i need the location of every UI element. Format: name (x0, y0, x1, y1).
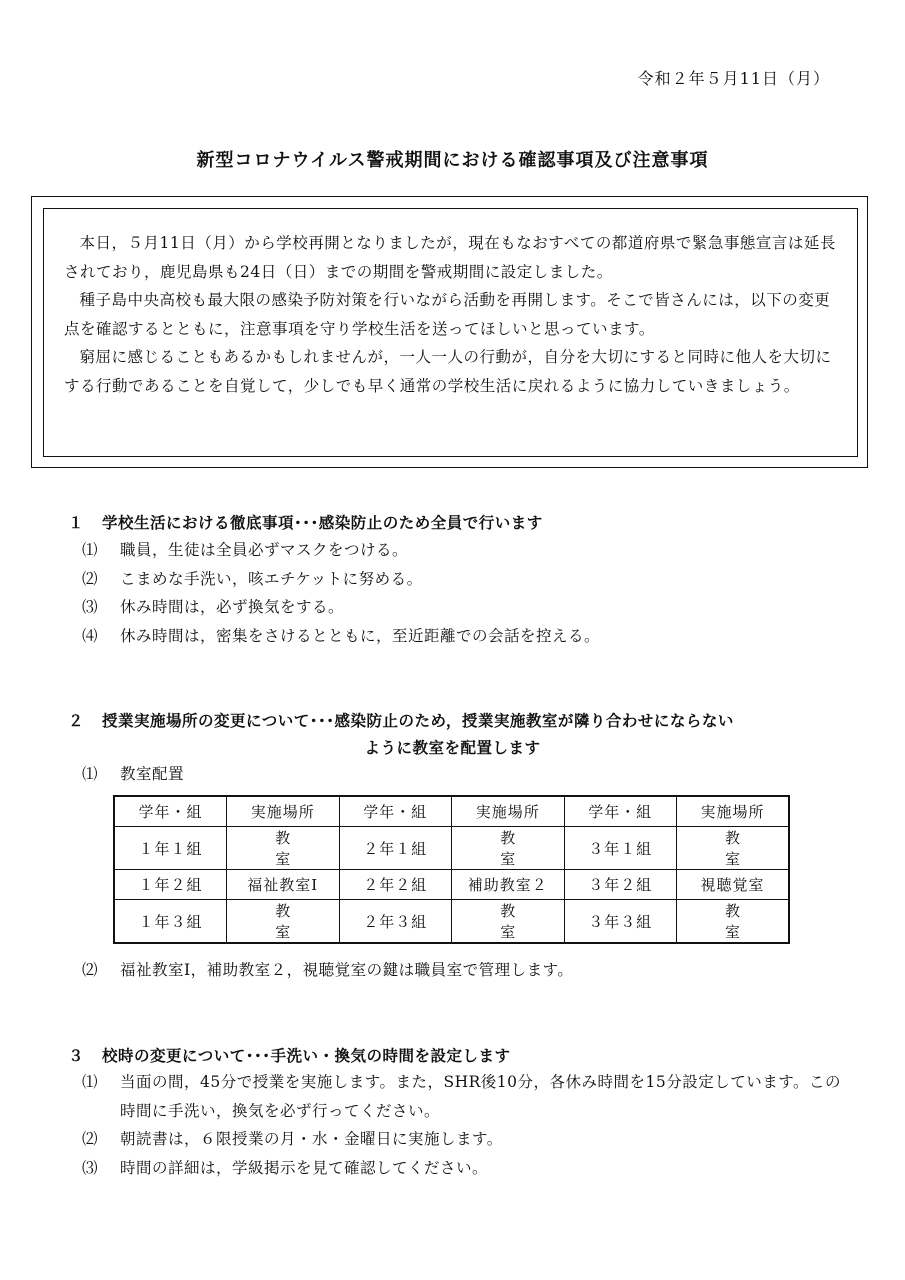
table-cell: 教室 (452, 900, 565, 944)
table-cell: ３年１組 (564, 827, 677, 870)
section-3-number: ３ (68, 1047, 85, 1065)
table-cell: 教室 (227, 900, 340, 944)
section-1-heading-text: 学校生活における徹底事項･･･感染防止のため全員で行います (102, 514, 543, 532)
section-1-heading (68, 511, 543, 533)
item-mark: ⑴ (82, 541, 99, 559)
document-date: 令和２年５月11日（月） (637, 69, 830, 88)
section-1-number: １ (68, 514, 85, 532)
table-cell: 補助教室２ (452, 870, 565, 900)
item-text: 時間の詳細は，学級掲示を見て確認してください。 (120, 1158, 489, 1177)
list-item (82, 593, 852, 622)
table-cell: １年３組 (114, 900, 227, 944)
table-header-cell: 学年・組 (564, 796, 677, 827)
section-2-heading-text: 授業実施場所の変更について･･･感染防止のため，授業実施教室が隣り合わせにならない (102, 712, 734, 730)
list-item (82, 1125, 852, 1154)
table-cell: １年１組 (114, 827, 227, 870)
item-mark: ⑶ (82, 598, 99, 616)
list-item (82, 1154, 852, 1183)
item-mark: ⑴ (82, 765, 99, 783)
intro-paragraph-2: 種子島中央高校も最大限の感染予防対策を行いながら活動を再開します。そこで皆さんには，以下の変更点を確認するとともに，注意事項を守り学校生活を送ってほしいと思っています。 (64, 291, 831, 338)
table-header-cell: 学年・組 (114, 796, 227, 827)
table-row (114, 900, 789, 944)
list-item (82, 956, 852, 985)
table-cell: 教室 (227, 827, 340, 870)
section-3-heading (68, 1044, 510, 1066)
intro-box (43, 208, 858, 457)
table-cell: 教室 (452, 827, 565, 870)
list-item (82, 1068, 852, 1125)
item-text: こまめな手洗い，咳エチケットに努める。 (120, 569, 423, 588)
item-mark: ⑵ (82, 961, 99, 979)
item-mark: ⑷ (82, 626, 99, 645)
table-header-cell: 実施場所 (677, 796, 790, 827)
list-item (82, 622, 852, 651)
section-3-heading-text: 校時の変更について･･･手洗い・換気の時間を設定します (102, 1047, 511, 1065)
item-text: 福祉教室Ⅰ，補助教室２，視聴覚室の鍵は職員室で管理します。 (120, 961, 574, 979)
table-cell: ２年１組 (339, 827, 452, 870)
section-2-sub-2 (82, 956, 852, 985)
section-1-list (82, 536, 852, 650)
list-item (82, 760, 852, 789)
table-cell: １年２組 (114, 870, 227, 900)
item-mark: ⑶ (82, 1158, 99, 1177)
item-text: 教室配置 (120, 765, 185, 783)
section-2-heading (68, 709, 734, 731)
intro-paragraph-3: 窮屈に感じることもあるかもしれませんが，一人一人の行動が，自分を大切にすると同時に他人を大切にする行動であることを自覚して，少しでも早く通常の学校生活に戻れるように協力していきましょう。 (64, 348, 832, 395)
table-header-cell: 学年・組 (339, 796, 452, 827)
section-2-heading-continuation: ように教室を配置します (364, 739, 541, 757)
item-text: 朝読書は，６限授業の月・水・金曜日に実施します。 (120, 1130, 503, 1148)
table-cell: 視聴覚室 (677, 870, 790, 900)
table-header-cell: 実施場所 (452, 796, 565, 827)
item-text: 休み時間は，必ず換気をする。 (120, 598, 345, 616)
table-row (114, 827, 789, 870)
item-mark: ⑵ (82, 1130, 99, 1148)
section-3-list (82, 1068, 852, 1182)
table-cell: ２年３組 (339, 900, 452, 944)
table-cell: 福祉教室Ⅰ (227, 870, 340, 900)
list-item (82, 565, 852, 594)
item-mark: ⑴ (82, 1073, 99, 1091)
table-header-cell: 実施場所 (227, 796, 340, 827)
list-item (82, 536, 852, 565)
section-2-sub-1 (82, 760, 852, 789)
section-2-number: ２ (68, 712, 85, 730)
intro-paragraph-1: 本日，５月11日（月）から学校再開となりましたが，現在もなおすべての都道府県で緊急事態宣言は延長されており，鹿児島県も24日（日）までの期間を警戒期間に設定しました。 (64, 234, 836, 281)
item-text: 当面の間，45分で授業を実施します。また，SHR後10分，各休み時間を15分設定しています。この時間に手洗い，換気を必ず行ってください。 (120, 1073, 841, 1120)
table-header-row (114, 796, 789, 827)
classroom-table (113, 795, 790, 944)
table-row (114, 870, 789, 900)
table-cell: 教室 (677, 827, 790, 870)
document-title: 新型コロナウイルス警戒期間における確認事項及び注意事項 (196, 150, 709, 171)
table-cell: ３年２組 (564, 870, 677, 900)
item-text: 職員，生徒は全員必ずマスクをつける。 (120, 541, 409, 559)
table-cell: 教室 (677, 900, 790, 944)
table-cell: ３年３組 (564, 900, 677, 944)
item-text: 休み時間は，密集をさけるとともに，至近距離での会話を控える。 (120, 626, 601, 645)
table-cell: ２年２組 (339, 870, 452, 900)
item-mark: ⑵ (82, 569, 99, 588)
